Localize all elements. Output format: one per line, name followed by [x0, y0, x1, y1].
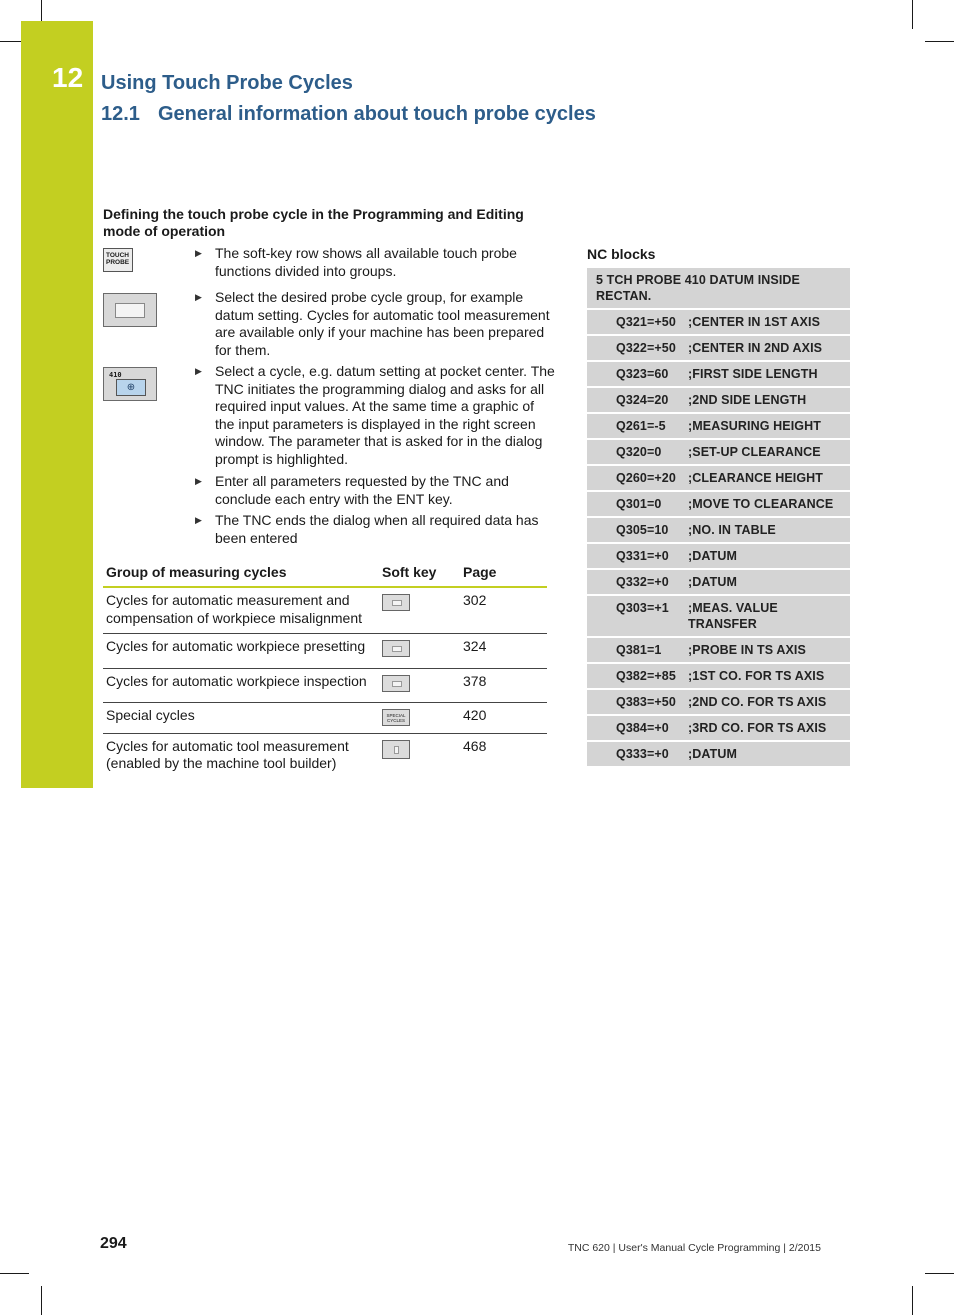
procedure-heading: Defining the touch probe cycle in the Programming and Editing mode of operation [103, 206, 524, 239]
nc-blocks-title: NC blocks [587, 246, 656, 262]
cycle-number: 410 [109, 371, 122, 379]
crop-mark [41, 0, 42, 21]
nc-comment: ;DATUM [688, 575, 737, 589]
nc-comment: ;PROBE IN TS AXIS [688, 643, 806, 657]
group-cell: Cycles for automatic workpiece inspection [103, 668, 379, 703]
page-cell: 468 [463, 737, 487, 754]
measuring-cycles-table [103, 561, 547, 779]
table-header-row [103, 561, 547, 587]
nc-parameter: Q381=1 [616, 643, 662, 657]
nc-block-row [587, 466, 850, 492]
crop-mark [925, 41, 954, 42]
cycle-410-softkey-icon [103, 367, 157, 401]
nc-block-row [587, 440, 850, 466]
nc-parameter: Q331=+0 [616, 549, 669, 563]
nc-block-row [587, 336, 850, 362]
triangle-bullet-icon: ▶ [195, 248, 202, 258]
nc-parameter: Q305=10 [616, 523, 669, 537]
inspection-softkey-icon [382, 675, 410, 692]
nc-comment: ;1ST CO. FOR TS AXIS [688, 669, 825, 683]
section-title [101, 103, 596, 126]
procedure-step: ▶ Select a cycle, e.g. datum setting at pocket center. The TNC initiates the programming dialog and asks for all required input values. At the same time a graphic of the input parameters is displayed in the right screen window. The parameter that is asked for in the dialog prompt is highlighted. [195, 363, 555, 467]
nc-block-row [587, 638, 850, 664]
presetting-softkey-icon [382, 640, 410, 657]
nc-block-row [587, 596, 850, 638]
tool-measurement-softkey-icon [382, 740, 410, 759]
nc-parameter: Q303=+1 [616, 601, 669, 615]
touch-probe-softkey-icon: TOUCH PROBE [103, 248, 133, 272]
page-cell: 378 [460, 668, 547, 703]
nc-comment: ;NO. IN TABLE [688, 523, 776, 537]
chapter-title: Using Touch Probe Cycles [101, 72, 353, 94]
crop-mark [0, 41, 21, 42]
nc-block-row [587, 414, 850, 440]
chapter-side-bar [21, 21, 93, 788]
nc-block-row [587, 362, 850, 388]
nc-comment: ;MEASURING HEIGHT [688, 419, 821, 433]
nc-parameter: Q321=+50 [616, 315, 676, 329]
nc-blocks-listing [587, 268, 850, 768]
nc-comment: ;DATUM [688, 747, 737, 761]
nc-parameter: Q333=+0 [616, 747, 669, 761]
triangle-bullet-icon: ▶ [195, 366, 202, 376]
crop-mark [925, 1273, 954, 1274]
nc-block-row [587, 742, 850, 768]
nc-comment: ;MEAS. VALUE TRANSFER [688, 601, 778, 631]
table-row [103, 733, 547, 779]
crop-mark [0, 1273, 29, 1274]
nc-block-row [587, 310, 850, 336]
nc-comment: ;FIRST SIDE LENGTH [688, 367, 818, 381]
special-cycles-softkey-icon: SPECIAL CYCLES [382, 709, 410, 726]
nc-comment: ;MOVE TO CLEARANCE [688, 497, 834, 511]
nc-block-row [587, 690, 850, 716]
group-cell: Cycles for automatic workpiece presetting [103, 634, 379, 669]
nc-parameter: Q323=60 [616, 367, 669, 381]
nc-parameter: Q332=+0 [616, 575, 669, 589]
page-cell: 302 [460, 587, 547, 634]
nc-block-row [587, 570, 850, 596]
table-row [103, 634, 547, 669]
group-cell: Cycles for automatic tool measurement (enabled by the machine tool builder) [106, 737, 349, 771]
nc-comment: ;CENTER IN 1ST AXIS [688, 315, 821, 329]
column-header: Soft key [379, 561, 460, 587]
triangle-bullet-icon: ▶ [195, 292, 202, 302]
softkey-cell [379, 587, 460, 634]
nc-comment: ;CLEARANCE HEIGHT [688, 471, 824, 485]
section-title-text: General information about touch probe cycles [158, 103, 596, 125]
footer-text: TNC 620 | User's Manual Cycle Programming | 2/2015 [567, 1242, 821, 1254]
page-cell: 420 [460, 703, 547, 734]
misalignment-softkey-icon [382, 594, 410, 611]
crop-mark [912, 1286, 913, 1315]
nc-block-row [587, 664, 850, 690]
nc-block-row [587, 518, 850, 544]
nc-parameter: Q320=0 [616, 445, 662, 459]
column-header: Group of measuring cycles [103, 561, 379, 587]
probe-group-softkey-icon [103, 293, 157, 327]
crop-mark [912, 0, 913, 29]
table-row [103, 668, 547, 703]
nc-parameter: Q384=+0 [616, 721, 669, 735]
nc-block-row [587, 716, 850, 742]
nc-parameter: Q324=20 [616, 393, 669, 407]
nc-block-row [587, 544, 850, 570]
nc-parameter: Q261=-5 [616, 419, 666, 433]
nc-comment: ;3RD CO. FOR TS AXIS [688, 721, 827, 735]
triangle-bullet-icon: ▶ [195, 476, 202, 486]
crosshair-icon: ⊕ [116, 379, 146, 396]
group-cell: Special cycles [103, 703, 379, 734]
nc-block-row [587, 388, 850, 414]
procedure-step: ▶ The soft-key row shows all available touch probe functions divided into groups. [195, 245, 517, 279]
softkey-cell [379, 634, 460, 669]
column-header: Page [460, 561, 547, 587]
nc-parameter: Q301=0 [616, 497, 662, 511]
nc-block-head: 5 TCH PROBE 410 DATUM INSIDE RECTAN. [587, 268, 850, 310]
triangle-bullet-icon: ▶ [195, 515, 202, 525]
nc-comment: ;SET-UP CLEARANCE [688, 445, 821, 459]
section-number: 12.1 [101, 103, 140, 125]
page-cell: 324 [460, 634, 547, 669]
crop-mark [41, 1286, 42, 1315]
softkey-cell [379, 668, 460, 703]
nc-parameter: Q383=+50 [616, 695, 676, 709]
nc-comment: ;2ND SIDE LENGTH [688, 393, 807, 407]
nc-parameter: Q382=+85 [616, 669, 676, 683]
table-row [103, 587, 547, 634]
procedure-step: ▶ The TNC ends the dialog when all required data has been entered [195, 512, 539, 546]
nc-comment: ;CENTER IN 2ND AXIS [688, 341, 823, 355]
nc-block-row [587, 492, 850, 518]
nc-comment: ;2ND CO. FOR TS AXIS [688, 695, 827, 709]
softkey-cell [379, 733, 460, 779]
procedure-step: ▶ Select the desired probe cycle group, for example datum setting. Cycles for automatic tool measurement are available only if your machine has been prepared for them. [195, 289, 550, 358]
page-number: 294 [100, 1235, 127, 1252]
procedure-step: ▶ Enter all parameters requested by the TNC and conclude each entry with the ENT key. [195, 473, 509, 507]
table-row [103, 703, 547, 734]
nc-parameter: Q260=+20 [616, 471, 676, 485]
nc-comment: ;DATUM [688, 549, 737, 563]
group-cell: Cycles for automatic measurement and compensation of workpiece misalignment [103, 587, 379, 634]
chapter-number: 12 [52, 62, 84, 93]
nc-parameter: Q322=+50 [616, 341, 676, 355]
softkey-cell [379, 703, 460, 734]
